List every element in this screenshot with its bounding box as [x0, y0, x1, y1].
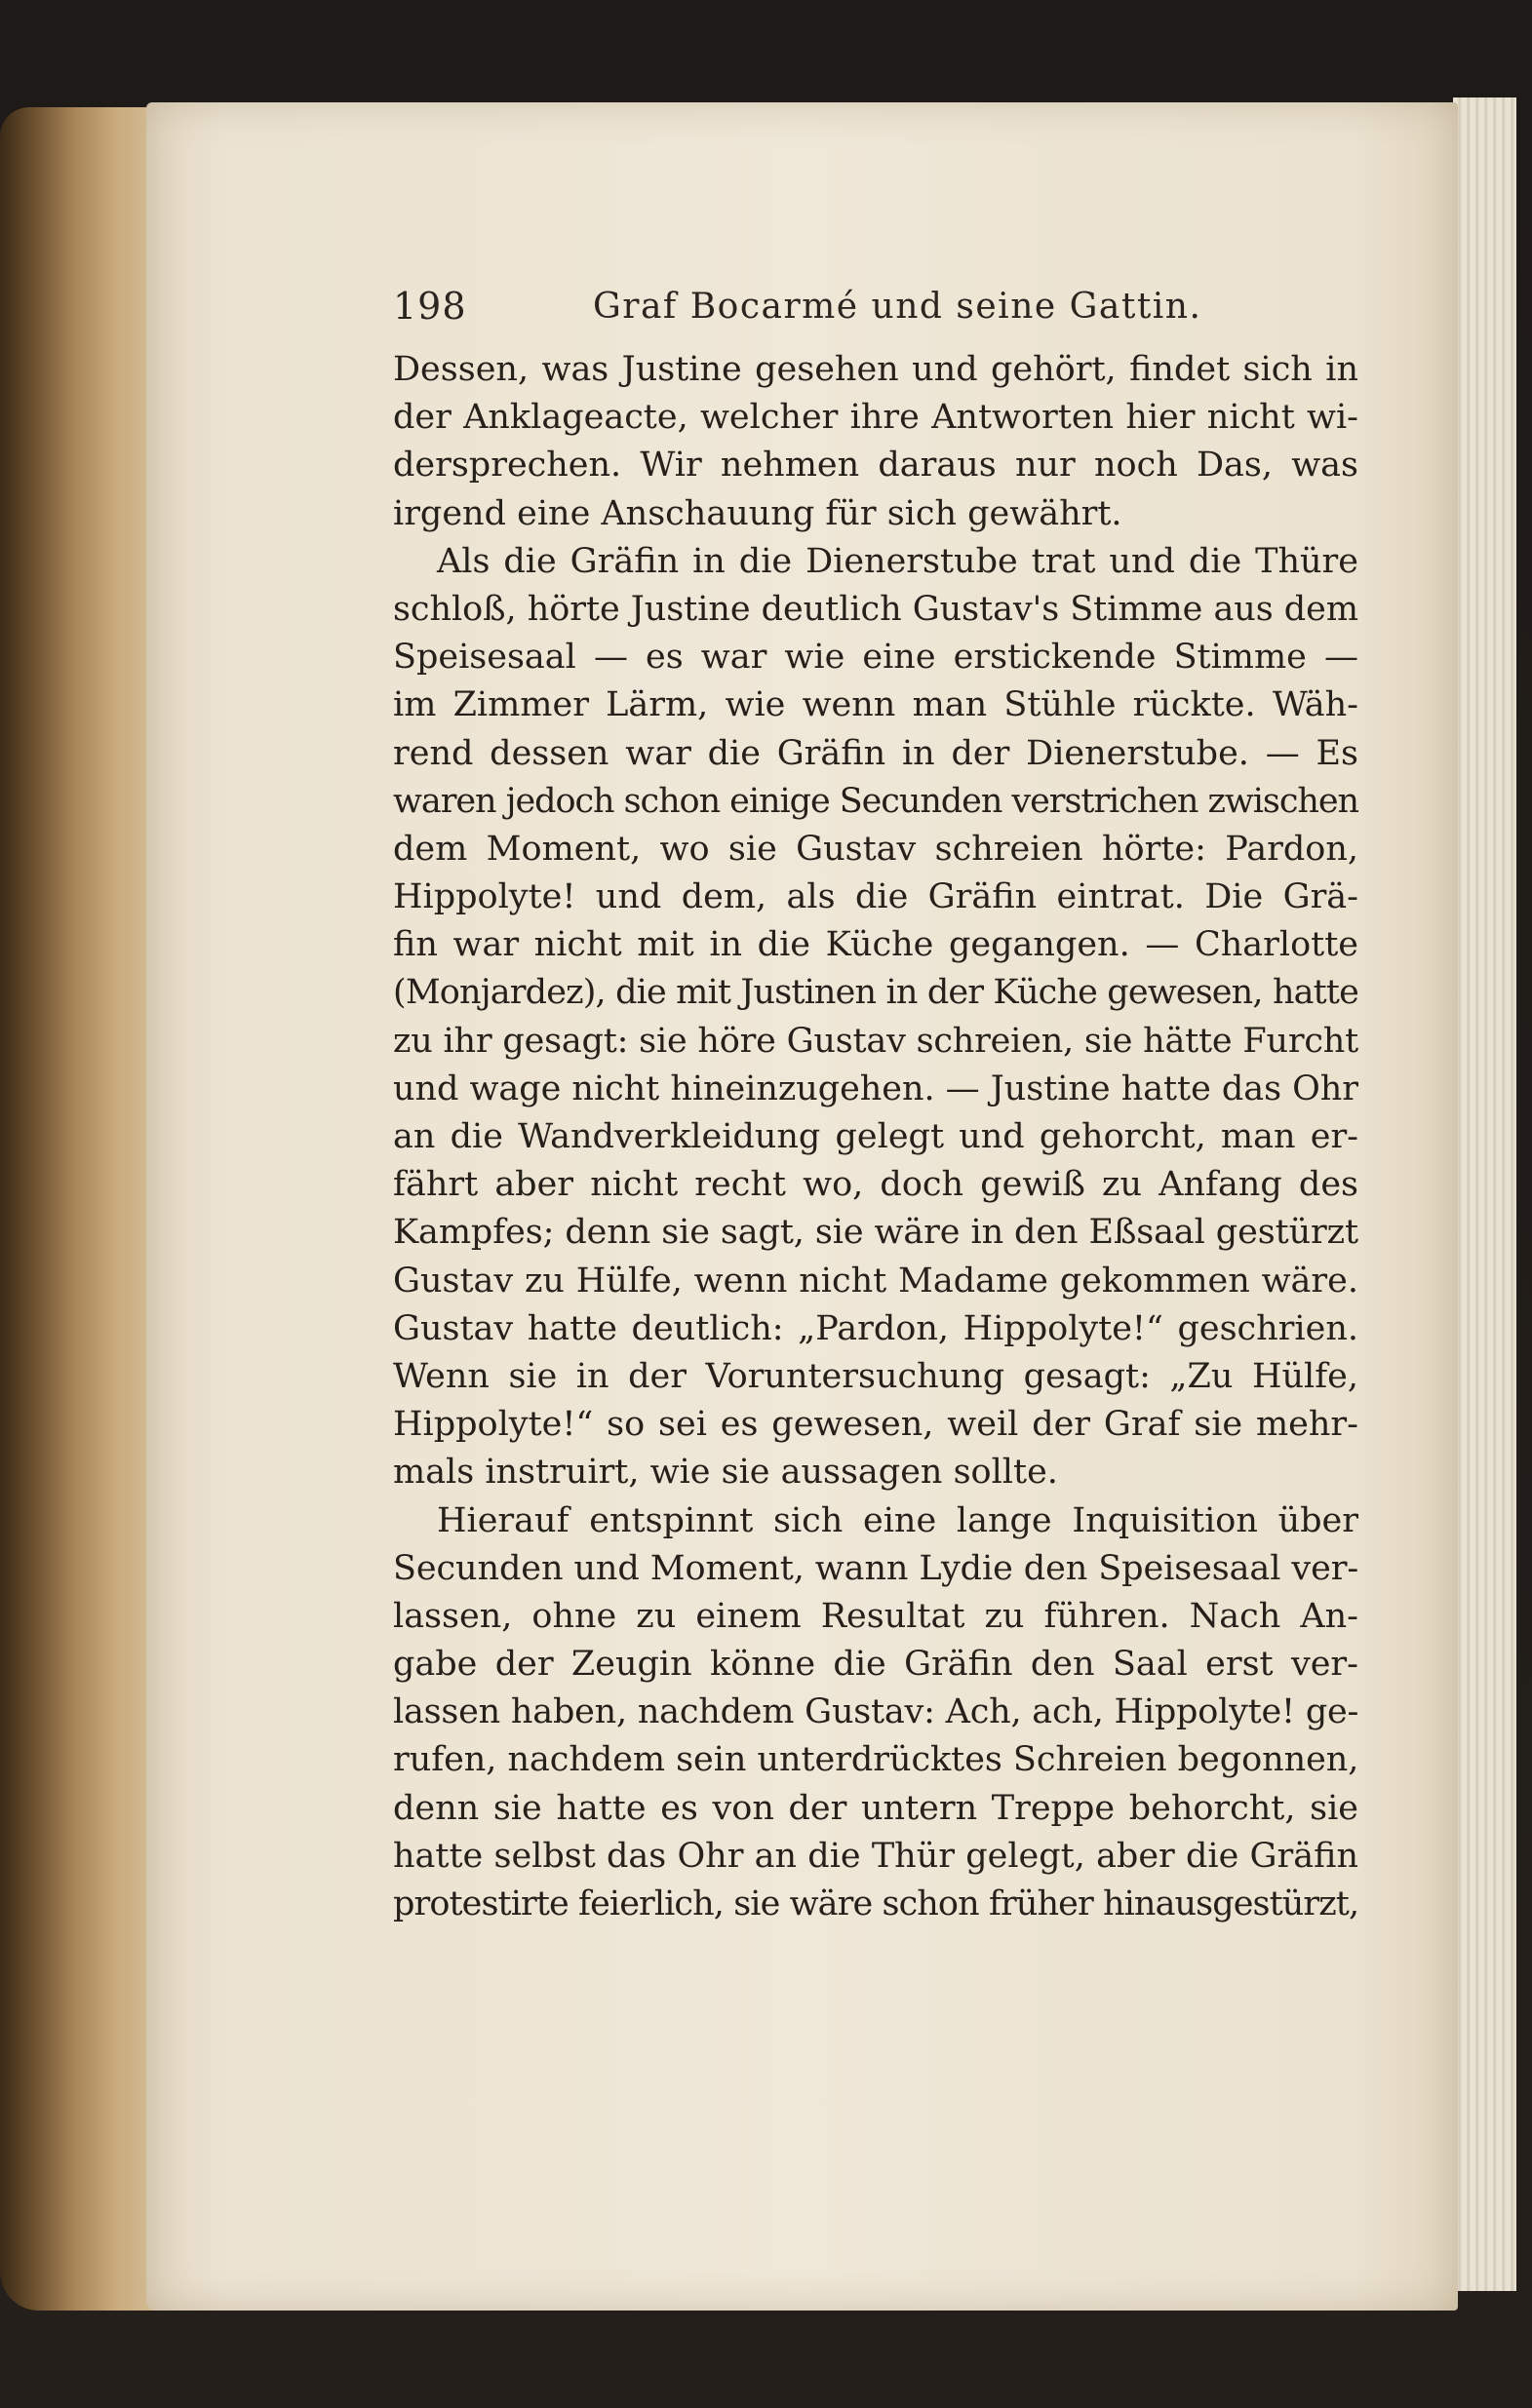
text-line	[393, 1018, 1358, 1066]
text-line	[393, 1736, 1358, 1784]
text-line-content: dem Moment, wo sie Gustav schreien hörte: Pardon,	[393, 829, 1358, 869]
text-line	[393, 1113, 1358, 1161]
text-line	[393, 634, 1358, 681]
text-line-content: hatte selbst das Ohr an die Thür gelegt, aber die Gräfin	[393, 1836, 1358, 1876]
text-line-content: Gustav zu Hülfe, wenn nicht Madame gekommen wäre.	[393, 1261, 1358, 1301]
text-line	[393, 538, 1358, 586]
text-line-content: Secunden und Moment, wann Lydie den Speisesaal ver-	[393, 1548, 1359, 1588]
text-line	[393, 1449, 1358, 1496]
text-line-content: rufen, nachdem sein unterdrücktes Schreien begonnen,	[393, 1740, 1359, 1780]
text-line-content: rend dessen war die Gräfin in der Dienerstube. — Es	[393, 733, 1358, 773]
text-line	[393, 826, 1358, 874]
text-line	[393, 1209, 1358, 1257]
text-line-content: denn sie hatte es von der untern Treppe behorcht, sie	[393, 1788, 1358, 1828]
text-line-content: fährt aber nicht recht wo, doch gewiß zu Anfang des	[393, 1165, 1358, 1205]
text-line-content: fin war nicht mit in die Küche gegangen. — Charlotte	[393, 925, 1358, 965]
text-line	[393, 490, 1358, 538]
text-line	[393, 586, 1358, 634]
text-line	[393, 1641, 1358, 1689]
text-line	[393, 1401, 1358, 1449]
text-line	[393, 1258, 1358, 1305]
text-line	[393, 1593, 1358, 1641]
text-line	[393, 1353, 1358, 1401]
text-line-content: protestirte feierlich, sie wäre schon früher hinausgestürzt,	[393, 1884, 1359, 1923]
text-line	[393, 969, 1358, 1017]
text-line-content: Gustav hatte deutlich: „Pardon, Hippolyte!“ geschrien.	[393, 1308, 1358, 1348]
text-line	[393, 730, 1358, 778]
text-line	[393, 1689, 1358, 1736]
text-line-content: und wage nicht hineinzugehen. — Justine hatte das Ohr	[393, 1068, 1358, 1108]
text-line-content: Hierauf entspinnt sich eine lange Inquisition über	[437, 1500, 1358, 1540]
text-line	[393, 921, 1358, 969]
text-line-content: mals instruirt, wie sie aussagen sollte.	[393, 1453, 1058, 1493]
text-line-content: lassen, ohne zu einem Resultat zu führen. Nach An-	[393, 1596, 1358, 1636]
text-line	[393, 346, 1358, 394]
text-line-content: gabe der Zeugin könne die Gräfin den Saal erst ver-	[393, 1645, 1358, 1685]
text-line-content: lassen haben, nachdem Gustav: Ach, ach, Hippolyte! ge-	[393, 1692, 1359, 1732]
text-line-content: Speisesaal — es war wie eine erstickende Stimme —	[393, 638, 1358, 678]
text-line	[393, 1545, 1358, 1593]
text-line	[393, 681, 1358, 729]
book-page-edges-left	[0, 107, 166, 2311]
text-line	[393, 442, 1358, 489]
text-line-content: dersprechen. Wir nehmen daraus nur noch Das, was	[393, 446, 1358, 485]
text-line-content: Hippolyte! und dem, als die Gräfin eintrat. Die Grä-	[393, 877, 1358, 917]
text-line-content: zu ihr gesagt: sie höre Gustav schreien, sie hätte Furcht	[393, 1021, 1358, 1061]
text-line-content: Dessen, was Justine gesehen und gehört, findet sich in	[393, 350, 1358, 389]
text-line	[393, 1881, 1358, 1928]
page-header	[393, 285, 1202, 343]
running-title: Graf Bocarmé und seine Gattin.	[593, 287, 1202, 327]
text-line-content: der Anklageacte, welcher ihre Antworten hier nicht wi-	[393, 398, 1358, 438]
text-line	[393, 1497, 1358, 1545]
text-line-content: im Zimmer Lärm, wie wenn man Stühle rückte. Wäh-	[393, 685, 1358, 725]
text-line-content: an die Wandverkleidung gelegt und gehorcht, man er-	[393, 1117, 1358, 1156]
text-line-content: (Monjardez), die mit Justinen in der Küche gewesen, hatte	[393, 973, 1358, 1013]
text-line-content: Hippolyte!“ so sei es gewesen, weil der Graf sie mehr-	[393, 1405, 1358, 1445]
text-line-content: waren jedoch schon einige Secunden verstrichen zwischen	[393, 781, 1358, 821]
text-line	[393, 778, 1358, 826]
text-line	[393, 1785, 1358, 1833]
text-line	[393, 1833, 1358, 1881]
book-page-edges-right	[1453, 97, 1516, 2291]
text-line	[393, 1161, 1358, 1209]
page-number: 198	[393, 285, 467, 328]
text-line-content: schloß, hörte Justine deutlich Gustav's Stimme aus dem	[393, 589, 1358, 629]
text-line-content: irgend eine Anschauung für sich gewährt.	[393, 493, 1122, 533]
text-line-content: Kampfes; denn sie sagt, sie wäre in den Eßsaal gestürzt	[393, 1213, 1358, 1253]
text-line	[393, 1305, 1358, 1353]
text-line	[393, 874, 1358, 921]
text-line	[393, 1066, 1358, 1113]
body-text	[393, 346, 1358, 1928]
text-line-content: Als die Gräfin in die Dienerstube trat und die Thüre	[437, 541, 1358, 581]
text-line-content: Wenn sie in der Voruntersuchung gesagt: „Zu Hülfe,	[393, 1356, 1358, 1396]
text-line	[393, 394, 1358, 442]
